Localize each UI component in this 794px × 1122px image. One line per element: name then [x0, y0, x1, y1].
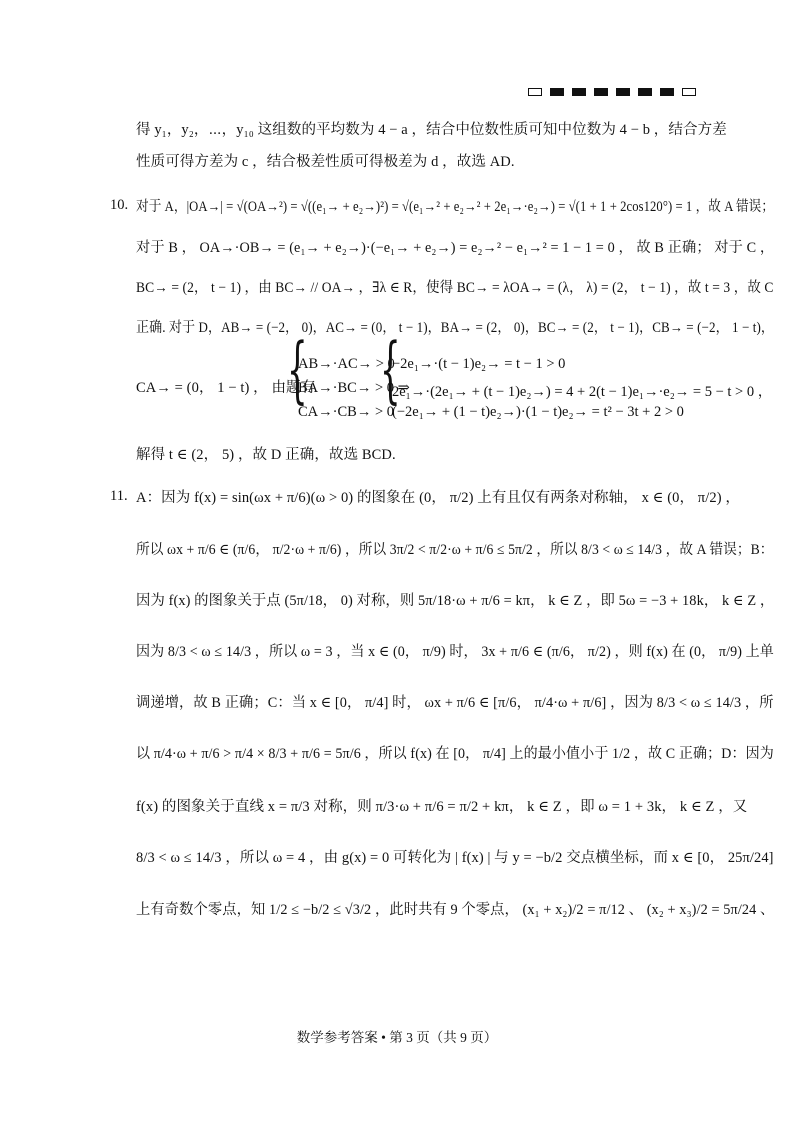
header-box: [572, 88, 586, 96]
header-box: [528, 88, 542, 96]
header-box: [550, 88, 564, 96]
system-left-row: BA→·BC→ > 0 ⇒: [298, 380, 410, 396]
system-right-row: −2e₁→·(t − 1)e₂→ = t − 1 > 0: [392, 356, 566, 372]
text-line: 因为 8/3 < ω ≤ 14/3 ，所以 ω = 3 ，当 x ∈ (0， π/9) 时， 3x + π/6 ∈ (π/6， π/2) ，则 f(x) 在 (0， π/9) 上单: [136, 644, 774, 660]
text-line: 对于 A，|OA→| = √(OA→²) = √((e₁→ + e₂→)²) = √(e₁→² + e₂→² + 2e₁→·e₂→) = √(1 + 1 + 2cos120°) = 1 ，故 A 错误；: [136, 199, 775, 215]
left-brace: {: [287, 327, 308, 411]
header-box: [682, 88, 696, 96]
text-line: 所以 ωx + π/6 ∈ (π/6， π/2·ω + π/6) ，所以 3π/2 < π/2·ω + π/6 ≤ 5π/2 ，所以 8/3 < ω ≤ 14/3 ，故 A 错误；B：: [136, 542, 774, 558]
text-line: 正确. 对于 D，AB→ = (−2， 0)，AC→ = (0， t − 1)，BA→ = (2， 0)，BC→ = (2， t − 1)，CB→ = (−2， 1 − t)，: [136, 320, 775, 336]
text-line: 以 π/4·ω + π/6 > π/4 × 8/3 + π/6 = 5π/6 ，所以 f(x) 在 [0， π/4] 上的最小值小于 1/2 ，故 C 正确；D：因为: [136, 746, 774, 762]
text-line: A：因为 f(x) = sin(ωx + π/6)(ω > 0) 的图象在 (0， π/2) 上有且仅有两条对称轴， x ∈ (0， π/2) ，: [136, 490, 740, 506]
text-line: 调递增，故 B 正确；C：当 x ∈ [0， π/4] 时， ωx + π/6 ∈ [π/6， π/4·ω + π/6] ，因为 8/3 < ω ≤ 14/3 ，所: [136, 695, 774, 711]
text-line: 性质可得方差为 c ，结合极差性质可得极差为 d ，故选 AD.: [136, 154, 515, 170]
text-line: 8/3 < ω ≤ 14/3 ，所以 ω = 4 ，由 g(x) = 0 可转化为 | f(x) | 与 y = −b/2 交点横坐标，而 x ∈ [0， 25π/24]: [136, 850, 774, 866]
text-line: 对于 B ， OA→·OB→ = (e₁→ + e₂→)·(−e₁→ + e₂→) = e₂→² − e₁→² = 1 − 1 = 0 ， 故 B 正确； 对于 C ，: [136, 240, 775, 256]
question-number: 10.: [110, 197, 129, 213]
page-footer: 数学参考答案 • 第 3 页（共 9 页）: [296, 1030, 498, 1045]
system-right-row: 2e₁→·(2e₁→ + (t − 1)e₂→) = 4 + 2(t − 1)e₁→·e₂→ = 5 − t > 0 ，: [392, 384, 773, 400]
question-number: 11.: [110, 488, 128, 504]
header-box: [616, 88, 630, 96]
system-left-row: AB→·AC→ > 0: [298, 356, 395, 372]
header-box-row: [528, 88, 696, 96]
header-box: [638, 88, 652, 96]
right-brace: {: [380, 327, 401, 411]
header-box: [594, 88, 608, 96]
text-line: 因为 f(x) 的图象关于点 (5π/18， 0) 对称，则 5π/18·ω + π/6 = kπ， k ∈ Z ，即 5ω = −3 + 18k， k ∈ Z ，: [136, 593, 775, 609]
header-box: [660, 88, 674, 96]
text-line: 上有奇数个零点，知 1/2 ≤ −b/2 ≤ √3/2 ，此时共有 9 个零点， (x₁ + x₂)/2 = π/12 、 (x₂ + x₃)/2 = 5π/24 、: [136, 902, 775, 918]
text-line: CA→ = (0， 1 − t) ， 由题有: [136, 380, 316, 396]
system-left-row: CA→·CB→ > 0: [298, 404, 394, 420]
text-line: 解得 t ∈ (2， 5) ，故 D 正确，故选 BCD.: [136, 447, 396, 463]
system-right-row: (−2e₁→ + (1 − t)e₂→)·(1 − t)e₂→ = t² − 3t + 2 > 0: [392, 404, 684, 420]
text-line: BC→ = (2， t − 1) ，由 BC→ // OA→ ，∃λ ∈ R，使得 BC→ = λOA→ = (λ， λ) = (2， t − 1) ，故 t = 3 ，故 C: [136, 280, 774, 296]
text-line: 得 y₁，y₂，⋯，y₁₀ 这组数的平均数为 4 − a ，结合中位数性质可知中位数为 4 − b ，结合方差: [136, 122, 727, 138]
text-line: f(x) 的图象关于直线 x = π/3 对称，则 π/3·ω + π/6 = π/2 + kπ， k ∈ Z ，即 ω = 1 + 3k， k ∈ Z ，又: [136, 799, 748, 815]
